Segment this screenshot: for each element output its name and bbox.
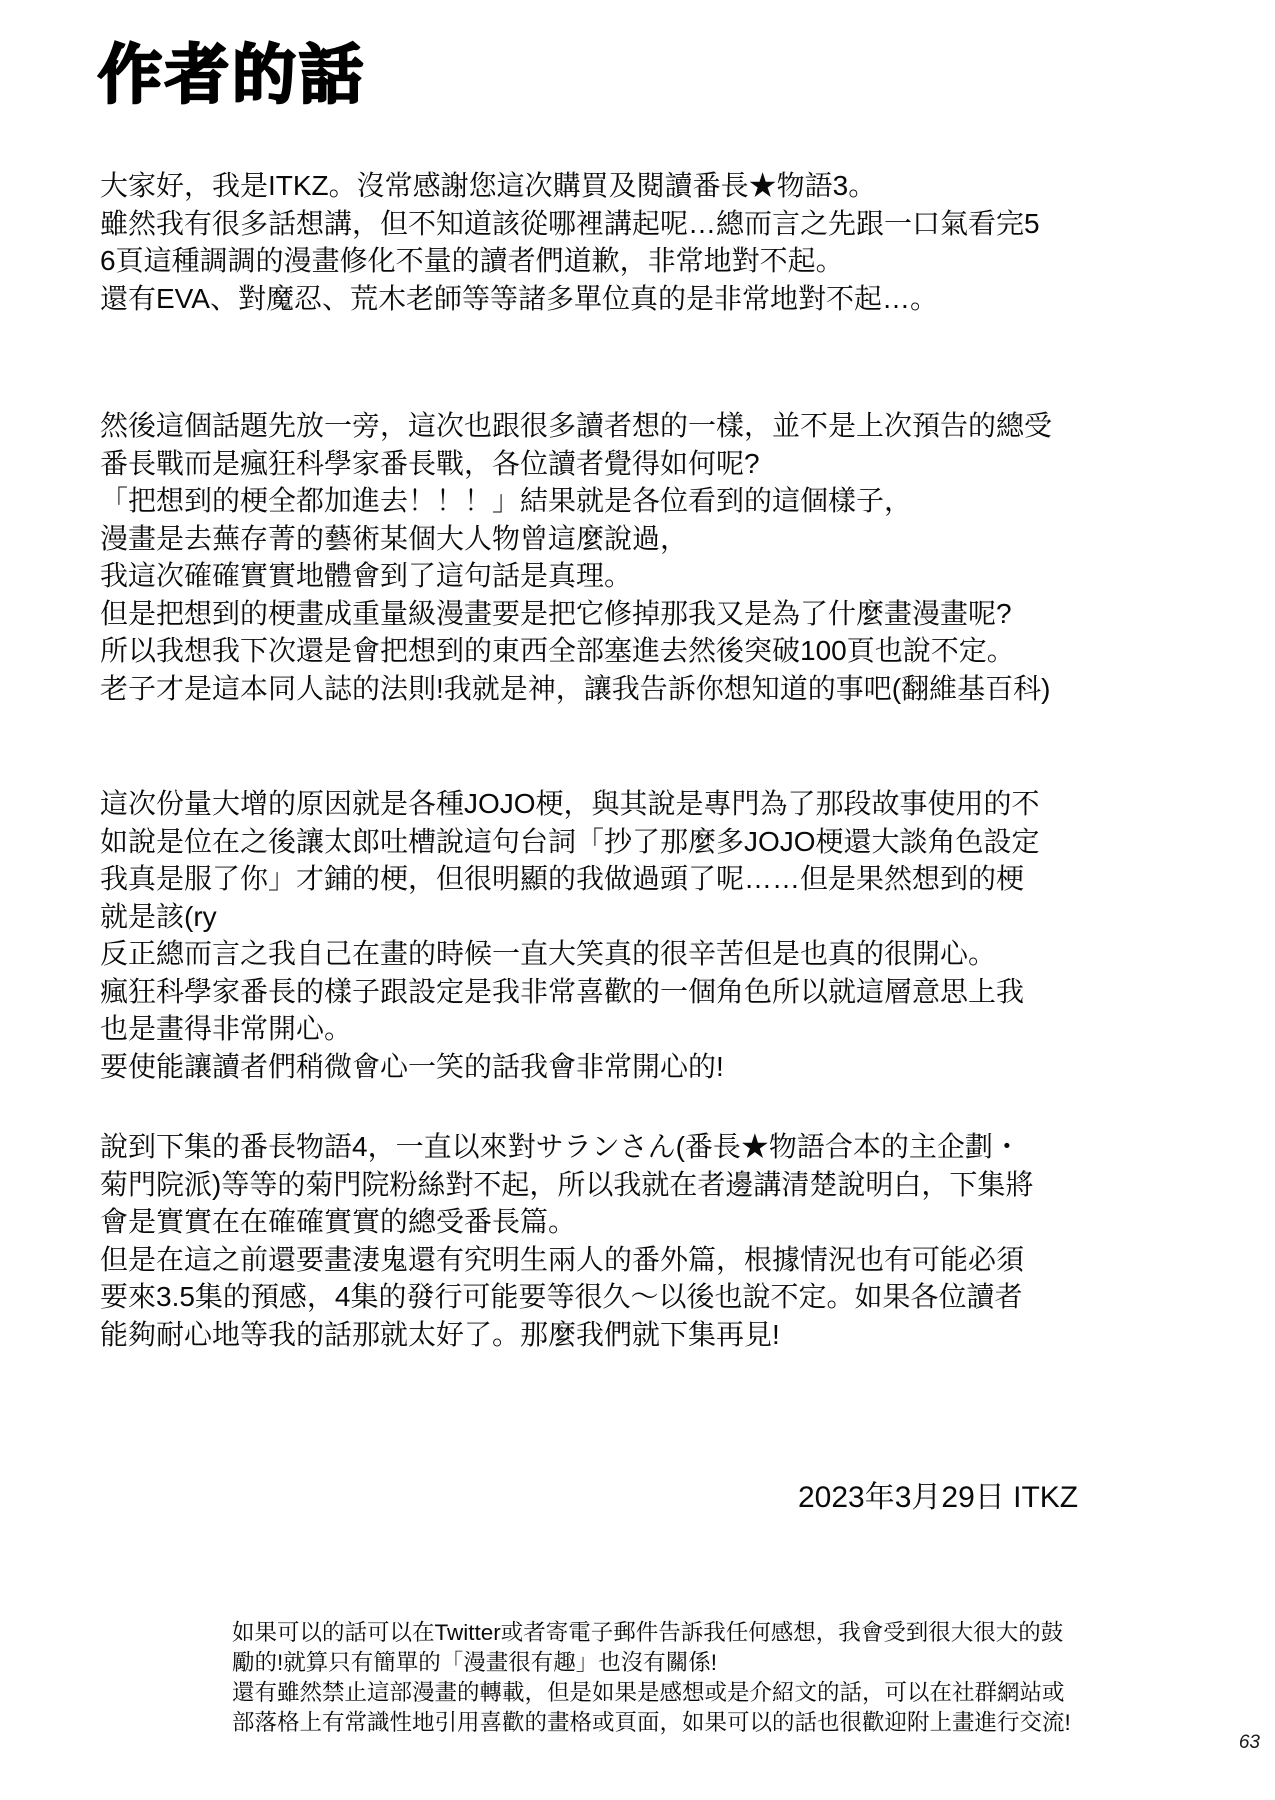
text-line: 瘋狂科學家番長的樣子跟設定是我非常喜歡的一個角色所以就這層意思上我 (100, 975, 1025, 1007)
text-line: 這次份量大增的原因就是各種JOJO梗，與其說是專門為了那段故事使用的不 (100, 788, 1040, 819)
text-line: 但是把想到的梗畫成重量級漫畫要是把它修掉那我又是為了什麼畫漫畫呢? (100, 597, 1012, 629)
text-line: 老子才是這本同人誌的法則!我就是神，讓我告訴你想知道的事吧(翻維基百科) (100, 672, 1051, 704)
text-line: 我這次確確實實地體會到了這句話是真理。 (100, 560, 633, 591)
text-line: 「把想到的梗全都加進去！！！」結果就是各位看到的這個樣子， (100, 485, 913, 516)
date-signature: 2023年3月29日 ITKZ (798, 1481, 1079, 1514)
text-line: 漫畫是去蕪存菁的藝術某個大人物曾這麼說過， (100, 522, 689, 554)
text-line: 所以我想我下次還是會把想到的東西全部塞進去然後突破100頁也說不定。 (100, 635, 1015, 666)
paragraph-story-change (100, 407, 1160, 707)
page-number: 63 (1238, 1732, 1260, 1753)
footer-text-line: 部落格上有常識性地引用喜歡的畫格或頁面，如果可以的話也很歡迎附上畫進行交流! (232, 1710, 1071, 1735)
text-line: 如說是位在之後讓太郎吐槽說這句台詞「抄了那麼多JOJO梗還大談角色設定 (100, 825, 1040, 857)
footer-text-line: 勵的!就算只有簡單的「漫畫很有趣」也沒有關係! (232, 1650, 718, 1675)
footer-note (232, 1618, 1242, 1738)
text-line: 6頁這種調調的漫畫修化不量的讀者們道歉，非常地對不起。 (100, 245, 844, 276)
paragraph-greeting-apology (100, 167, 1160, 317)
footer-text-line: 還有雖然禁止這部漫畫的轉載，但是如果是感想或是介紹文的話，可以在社群網站或 (232, 1680, 1065, 1705)
text-line: 要使能讓讀者們稍微會心一笑的話我會非常開心的! (100, 1050, 724, 1082)
text-line: 但是在這之前還要畫淒鬼還有究明生兩人的番外篇，根據情況也有可能必須 (100, 1243, 1025, 1275)
text-line: 然後這個話題先放一旁，這次也跟很多讀者想的一樣，並不是上次預告的總受 (100, 410, 1053, 441)
text-line: 雖然我有很多話想講，但不知道該從哪裡講起呢…總而言之先跟一口氣看完5 (100, 207, 1040, 239)
paragraph-next-volume (100, 1128, 1160, 1353)
text-line: 還有EVA、對魔忍、荒木老師等等諸多單位真的是非常地對不起…。 (100, 282, 938, 314)
paragraph-jojo-references (100, 785, 1160, 1085)
footer-text-line: 如果可以的話可以在Twitter或者寄電子郵件告訴我任何感想，我會受到很大很大的鼓 (232, 1620, 1064, 1645)
text-line: 番長戰而是瘋狂科學家番長戰，各位讀者覺得如何呢? (100, 447, 760, 479)
text-line: 菊門院派)等等的菊門院粉絲對不起，所以我就在者邊講清楚說明白，下集將 (100, 1168, 1034, 1200)
text-line: 也是畫得非常開心。 (100, 1013, 353, 1044)
text-line: 要來3.5集的預感，4集的發行可能要等很久～以後也說不定。如果各位讀者 (100, 1281, 1023, 1312)
text-line: 我真是服了你」才鋪的梗，但很明顯的我做過頭了呢……但是果然想到的梗 (100, 863, 1025, 894)
text-line: 能夠耐心地等我的話那就太好了。那麼我們就下集再見! (100, 1318, 780, 1350)
page-title: 作者的話 (98, 39, 366, 111)
text-line: 說到下集的番長物語4，一直以來對サランさん(番長★物語合本的主企劃・ (100, 1131, 1021, 1162)
text-line: 反正總而言之我自己在畫的時候一直大笑真的很辛苦但是也真的很開心。 (100, 938, 997, 969)
text-line: 會是實實在在確確實實的總受番長篇。 (100, 1206, 577, 1237)
text-line: 大家好，我是ITKZ。沒常感謝您這次購買及閱讀番長★物語3。 (100, 170, 877, 201)
text-line: 就是該(ry (100, 900, 217, 932)
